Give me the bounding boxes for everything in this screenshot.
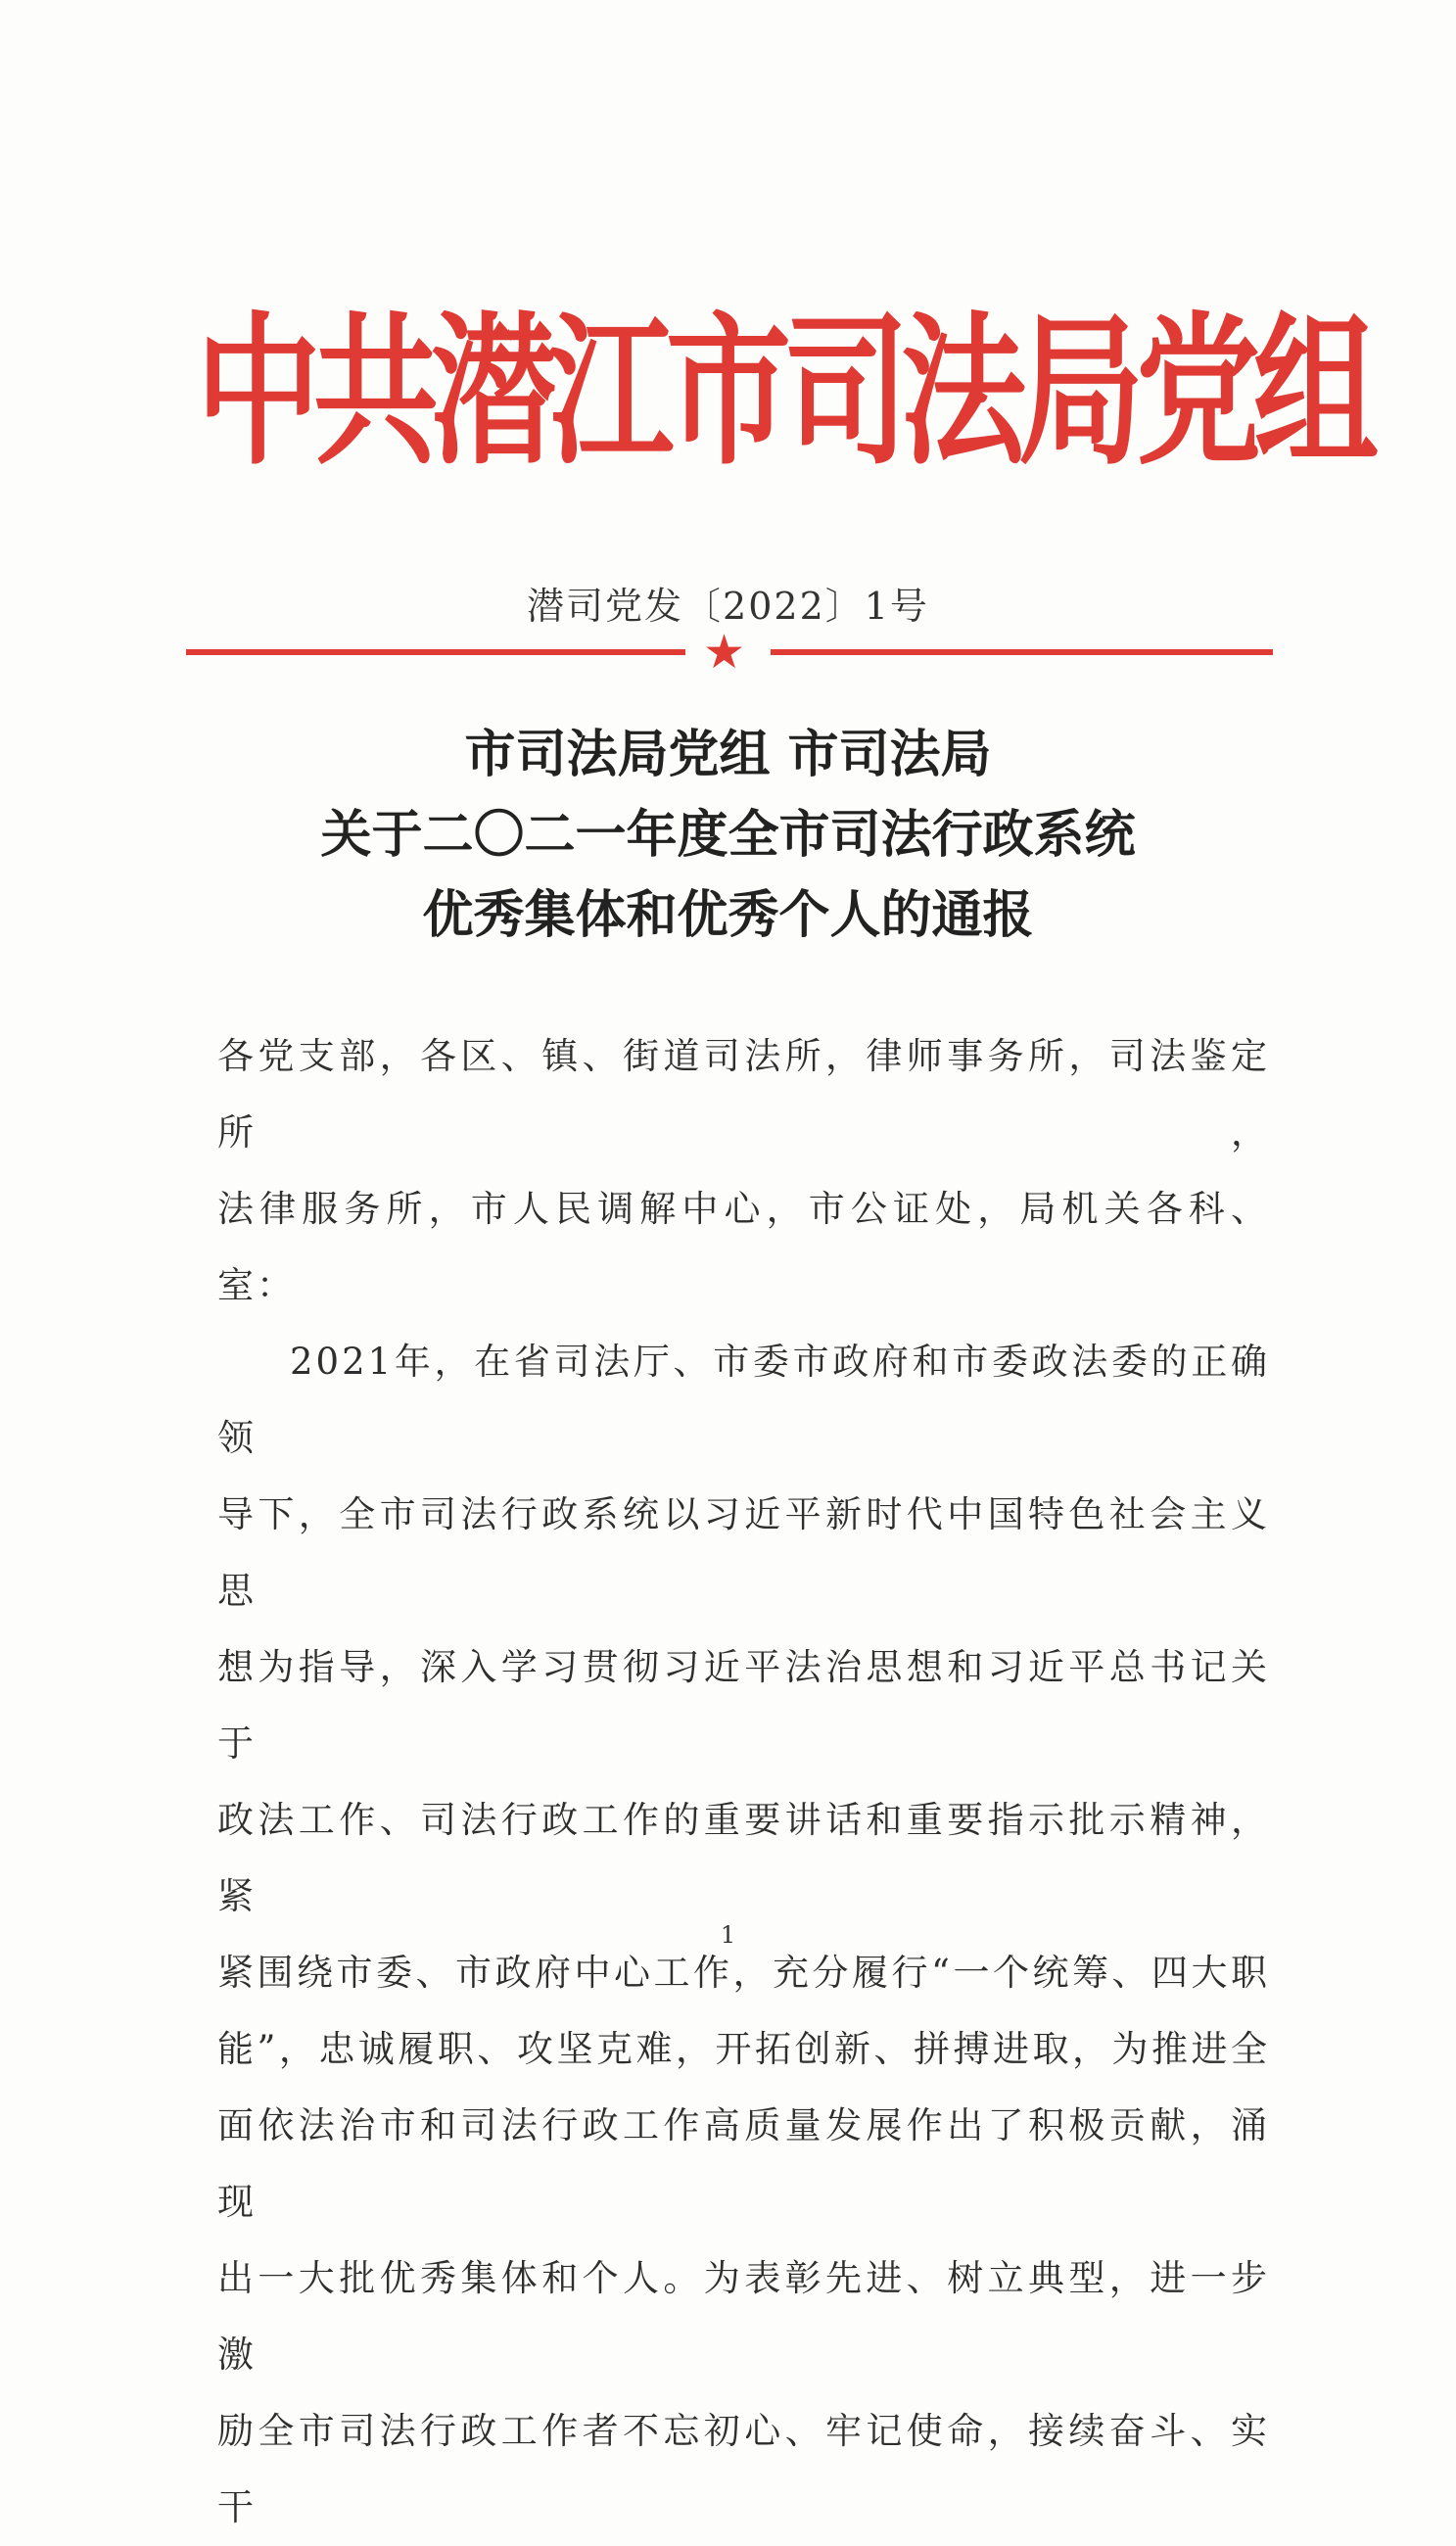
title-line: 优秀集体和优秀个人的通报 bbox=[422, 886, 1034, 945]
letterhead-title: 中共潜江市司法局党组 bbox=[196, 298, 1372, 489]
paragraph-line: 紧围绕市委、市政府中心工作，充分履行“一个统筹、四大职 bbox=[217, 1952, 1270, 1994]
document-number: 潜司党发〔2022〕1号 bbox=[527, 585, 929, 628]
divider-line-right bbox=[771, 649, 1273, 655]
divider-line-left bbox=[186, 649, 685, 655]
page-number: 1 bbox=[720, 1921, 736, 1949]
title-line: 市司法局党组 市司法局 bbox=[464, 726, 992, 784]
paragraph-line: 想为指导，深入学习贯彻习近平法治思想和习近平总书记关于 bbox=[217, 1646, 1270, 1765]
paragraph-line: 励全市司法行政工作者不忘初心、牢记使命，接续奋斗、实干 bbox=[217, 2410, 1270, 2528]
red-divider bbox=[186, 625, 1273, 680]
paragraph-line: 面依法治市和司法行政工作高质量发展作出了积极贡献，涌现 bbox=[217, 2104, 1270, 2223]
notice-title bbox=[0, 715, 1456, 956]
paragraph-line: 导下，全市司法行政系统以习近平新时代中国特色社会主义思 bbox=[217, 1493, 1270, 1612]
title-line: 关于二〇二一年度全市司法行政系统 bbox=[320, 806, 1136, 865]
paragraph-line: 2021年，在省司法厅、市委市政府和市委政法委的正确领 bbox=[217, 1341, 1270, 1459]
document-body bbox=[217, 1018, 1270, 2546]
star-icon: ★ bbox=[703, 625, 746, 680]
paragraph-line: 出一大批优秀集体和个人。为表彰先进、树立典型，进一步激 bbox=[217, 2257, 1270, 2376]
paragraph-line: 能”，忠诚履职、攻坚克难，开拓创新、拼搏进取，为推进全 bbox=[217, 2028, 1270, 2070]
addressee-line: 各党支部，各区、镇、街道司法所，律师事务所，司法鉴定所， bbox=[217, 1035, 1270, 1154]
addressee-line: 法律服务所，市人民调解中心，市公证处，局机关各科、室： bbox=[217, 1188, 1270, 1306]
paragraph-line: 政法工作、司法行政工作的重要讲话和重要指示批示精神，紧 bbox=[217, 1799, 1270, 1917]
